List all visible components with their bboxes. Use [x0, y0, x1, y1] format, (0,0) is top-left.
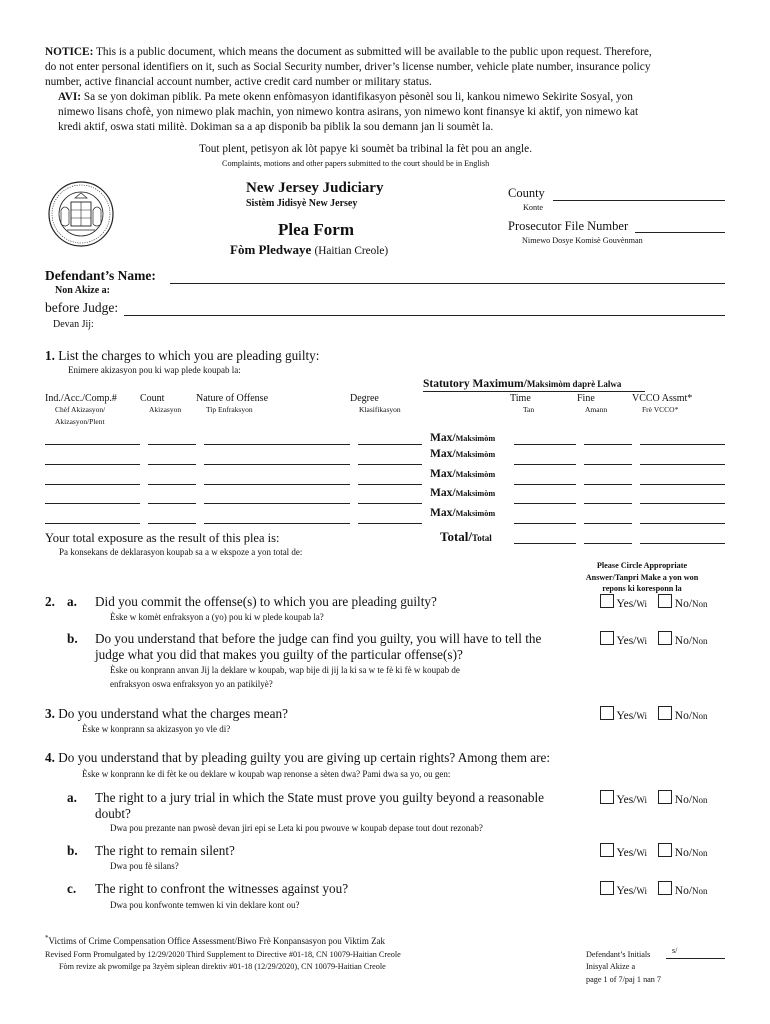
circle-instructions — [575, 560, 709, 595]
ind-field[interactable] — [45, 523, 140, 524]
max-label — [430, 432, 495, 444]
notice-line-3: number, active financial account number, active credit card number or military status. — [45, 76, 432, 88]
q4a-letter: a. — [67, 790, 77, 805]
col-time-header-ht: Tan — [523, 405, 535, 414]
form-title-ht: Fòm Pledwaye — [230, 242, 312, 257]
col-ind-header-ht-1: Chèf Akizasyon/ — [55, 405, 106, 414]
q2-number: 2. — [45, 594, 55, 609]
fine-field[interactable] — [584, 503, 632, 504]
q4b-no-checkbox[interactable] — [658, 843, 672, 857]
yes-label-en: Yes/ — [616, 635, 637, 647]
victims-footnote — [45, 934, 385, 946]
total-vcco-field[interactable] — [640, 543, 725, 544]
q2b-no-checkbox[interactable] — [658, 631, 672, 645]
q4-text-ht: Èske w konprann ke di fèt ke ou deklare w koupab wap renonse a sèten dwa? Pami dwa sa yo, ou gen: — [82, 769, 451, 779]
yes-label-en: Yes/ — [616, 710, 637, 722]
no-label — [675, 885, 708, 897]
avi-lead: AVI: — [58, 91, 82, 103]
form-title: Plea Form — [278, 220, 354, 239]
count-field[interactable] — [148, 484, 196, 485]
circle-instructions-2: Answer/Tanpri Make a yon won — [585, 572, 699, 582]
q2a-answer — [600, 594, 708, 610]
no-label — [675, 635, 708, 647]
total-time-field[interactable] — [514, 543, 576, 544]
q2b-text-1: Do you understand that before the judge can find you guilty, you will have to tell the — [95, 631, 542, 646]
avi-line-1 — [58, 91, 633, 103]
form-title-lang: (Haitian Creole) — [314, 245, 389, 257]
prosecutor-label-ht: Nimewo Dosye Komisè Gouvènman — [522, 236, 643, 245]
notice-line-2: do not enter personal identifiers on it, such as Social Security number, driver’s license number, vehicle plate number, insurance policy — [45, 61, 651, 73]
max-label-ht: Maksimòm — [455, 434, 496, 443]
q3-yes-checkbox[interactable] — [600, 706, 614, 720]
max-label — [430, 468, 495, 480]
revised-form-text: Revised Form Promulgated by 12/29/2020 Third Supplement to Directive #01-18, CN 10079-Haitian Creole — [45, 950, 401, 959]
yes-label-ht: Wi — [636, 848, 648, 858]
q4-text: Do you understand that by pleading guilty you are giving up certain rights? Among them are: — [58, 750, 551, 765]
q4b-answer — [600, 843, 708, 859]
county-label-ht: Konte — [523, 203, 544, 212]
notice-line-1 — [45, 46, 652, 58]
q4a-no-checkbox[interactable] — [658, 790, 672, 804]
no-label-ht: Non — [692, 711, 708, 721]
col-nature-header: Nature of Offense — [196, 393, 269, 404]
ind-field[interactable] — [45, 444, 140, 445]
ind-field[interactable] — [45, 464, 140, 465]
q4a-yes-checkbox[interactable] — [600, 790, 614, 804]
count-field[interactable] — [148, 464, 196, 465]
q2a-text: Did you commit the offense(s) to which you are pleading guilty? — [95, 594, 437, 609]
yes-label-en: Yes/ — [616, 847, 637, 859]
yes-label — [616, 598, 647, 610]
nature-field[interactable] — [204, 444, 350, 445]
vcco-field[interactable] — [640, 523, 725, 524]
col-degree-header-ht: Klasifikasyon — [359, 405, 401, 414]
q3-text-ht: Èske w konprann sa akizasyon yo vle di? — [82, 724, 231, 734]
yes-label-ht: Wi — [636, 711, 648, 721]
no-label — [675, 710, 708, 722]
col-count-header-ht: Akizasyon — [149, 405, 182, 414]
defendant-name-label-ht: Non Akize a: — [55, 285, 110, 296]
statutory-max-underline — [423, 391, 645, 392]
degree-field[interactable] — [358, 464, 422, 465]
q4b-letter: b. — [67, 843, 78, 858]
prosecutor-label: Prosecutor File Number — [508, 219, 629, 233]
total-fine-field[interactable] — [584, 543, 632, 544]
circle-instructions-1: Please Circle Appropriate — [596, 561, 688, 570]
nature-field[interactable] — [204, 464, 350, 465]
q4b-yes-checkbox[interactable] — [600, 843, 614, 857]
avi-text-1: Sa se yon dokiman piblik. Pa mete okenn enfòmasyon idantifikasyon pèsonèl sou li, kankou nimewo Sekirite Sosyal, yon — [83, 91, 633, 103]
no-label-en: No/ — [674, 635, 693, 647]
q3-text: Do you understand what the charges mean? — [58, 706, 288, 721]
degree-field[interactable] — [358, 484, 422, 485]
initials-field[interactable] — [666, 958, 725, 959]
q2b-answer — [600, 631, 708, 647]
degree-field[interactable] — [358, 503, 422, 504]
total-label-en: Total/ — [440, 529, 473, 544]
q1-number: 1. — [45, 348, 55, 363]
q4c-yes-checkbox[interactable] — [600, 881, 614, 895]
q4b-text-ht: Dwa pou fè silans? — [110, 861, 179, 871]
count-field[interactable] — [148, 503, 196, 504]
notice-lead: NOTICE: — [45, 46, 94, 58]
ind-field[interactable] — [45, 503, 140, 504]
victims-footnote-text: Victims of Crime Compensation Office Assessment/Biwo Frè Konpansasyon pou Viktim Zak — [48, 936, 386, 946]
yes-label-ht: Wi — [636, 886, 648, 896]
yes-label-en: Yes/ — [616, 598, 637, 610]
degree-field[interactable] — [358, 444, 422, 445]
tout-plent-text: Tout plent, petisyon ak lòt papye ki soumèt ba tribinal la fèt pou an angle. — [199, 143, 533, 155]
avi-line-3: kredi aktif, oswa stati militè. Dokiman sa a ap disponib ba piblik la sou demann jan li soumèt la. — [58, 121, 494, 133]
q2b-text-2: judge what you did that makes you guilty of the particular offense(s)? — [95, 647, 463, 662]
q4a-text-ht: Dwa pou prezante nan pwosè devan jiri epi se Leta ki pou pwouve w koupab depase tout dout rezonab? — [110, 823, 483, 833]
vcco-field[interactable] — [640, 484, 725, 485]
initials-value[interactable]: s/ — [672, 946, 678, 955]
degree-field[interactable] — [358, 523, 422, 524]
q4-number: 4. — [45, 750, 55, 765]
col-ind-header-ht-2: Akizasyon/Plent — [55, 417, 105, 426]
county-field[interactable] — [553, 200, 725, 201]
time-field[interactable] — [514, 503, 576, 504]
count-field[interactable] — [148, 523, 196, 524]
max-label-en: Max/ — [430, 468, 456, 480]
revised-form-text-ht: Fòm revize ak pwomilge pa 3zyèm siplean direktiv #01-18 (12/29/2020), CN 10079-Haitian Creole — [59, 962, 386, 971]
no-label-ht: Non — [692, 886, 708, 896]
count-field[interactable] — [148, 444, 196, 445]
max-label-en: Max/ — [430, 432, 456, 444]
complaints-english-note: Complaints, motions and other papers submitted to the court should be in English — [222, 159, 490, 168]
q4a-text-1: The right to a jury trial in which the State must prove you guilty beyond a reasonable — [95, 790, 544, 805]
defendant-name-field[interactable] — [170, 283, 725, 284]
no-label-en: No/ — [674, 847, 693, 859]
q4c-answer — [600, 881, 708, 897]
yes-label — [616, 710, 647, 722]
col-fine-header: Fine — [577, 393, 595, 404]
q4c-text-ht: Dwa pou konfwonte temwen ki vin deklare kont ou? — [110, 900, 300, 910]
max-label-en: Max/ — [430, 448, 456, 460]
no-label-ht: Non — [692, 599, 708, 609]
yes-label-ht: Wi — [636, 636, 648, 646]
statutory-max-label: Statutory Maximum/ — [423, 378, 527, 390]
ind-field[interactable] — [45, 484, 140, 485]
form-title-ht-line — [230, 242, 388, 258]
q1-text-ht: Enimere akizasyon pou ki wap plede koupab la: — [68, 365, 241, 375]
no-label-en: No/ — [674, 598, 693, 610]
footnote-star: * — [45, 934, 49, 942]
vcco-field[interactable] — [640, 464, 725, 465]
fine-field[interactable] — [584, 484, 632, 485]
time-field[interactable] — [514, 484, 576, 485]
q4a-text-2: doubt? — [95, 806, 131, 821]
exposure-text: Your total exposure as the result of this plea is: — [45, 531, 280, 545]
q2a-yes-checkbox[interactable] — [600, 594, 614, 608]
col-count-header: Count — [140, 393, 165, 404]
statutory-max-label-ht: Maksimòm daprè Lalwa — [526, 379, 622, 389]
statutory-max-header — [423, 378, 621, 390]
yes-label — [616, 794, 647, 806]
yes-label-ht: Wi — [636, 795, 648, 805]
prosecutor-file-field[interactable] — [635, 232, 725, 233]
q2a-letter: a. — [67, 594, 77, 609]
max-label — [430, 487, 495, 499]
max-label — [430, 448, 495, 460]
initials-label: Defendant’s Initials — [586, 950, 651, 959]
no-label-ht: Non — [692, 636, 708, 646]
judiciary-title-ht: Sistèm Jidisyè New Jersey — [246, 198, 358, 209]
defendant-name-label: Defendant’s Name: — [45, 268, 156, 283]
no-label-ht: Non — [692, 848, 708, 858]
q4b-text: The right to remain silent? — [95, 843, 235, 858]
q2b-yes-checkbox[interactable] — [600, 631, 614, 645]
initials-label-ht: Inisyal Akize a — [586, 962, 636, 971]
max-label-ht: Maksimòm — [455, 470, 496, 479]
q3-line — [45, 706, 288, 722]
no-label — [675, 794, 708, 806]
col-time-header: Time — [510, 393, 531, 404]
col-nature-header-ht: Tip Enfraksyon — [206, 405, 253, 414]
vcco-field[interactable] — [640, 444, 725, 445]
q3-answer — [600, 706, 708, 722]
circle-instructions-3: repons ki koresponn la — [602, 584, 682, 593]
judge-label-ht: Devan Jij: — [53, 319, 94, 330]
yes-label-en: Yes/ — [616, 885, 637, 897]
nature-field[interactable] — [204, 484, 350, 485]
time-field[interactable] — [514, 464, 576, 465]
nature-field[interactable] — [204, 503, 350, 504]
no-label-ht: Non — [692, 795, 708, 805]
no-label-en: No/ — [674, 885, 693, 897]
county-label: County — [508, 186, 545, 200]
q1-text: List the charges to which you are pleading guilty: — [58, 348, 320, 363]
page-number: page 1 of 7/paj 1 nan 7 — [586, 975, 662, 984]
col-degree-header: Degree — [350, 393, 379, 404]
judge-label: before Judge: — [45, 300, 119, 315]
q3-number: 3. — [45, 706, 55, 721]
no-label — [675, 598, 708, 610]
q2b-text-ht-1: Èske ou konprann anvan Jij la deklare w koupab, wap bije di jij la ki sa w te fè ki fè w koupab de — [110, 665, 460, 675]
yes-label — [616, 847, 647, 859]
yes-label — [616, 885, 647, 897]
no-label-en: No/ — [674, 710, 693, 722]
time-field[interactable] — [514, 444, 576, 445]
col-ind-header: Ind./Acc./Comp.# — [45, 393, 117, 404]
yes-label-en: Yes/ — [616, 794, 637, 806]
judiciary-title: New Jersey Judiciary — [246, 180, 384, 196]
avi-line-2: nimewo lisans chofè, yon nimewo plak machin, yon nimewo kontra asirans, yon nimewo kont finansye ki aktif, yon nimewo kat — [58, 106, 639, 118]
max-label-en: Max/ — [430, 507, 456, 519]
nature-field[interactable] — [204, 523, 350, 524]
total-label-ht: Total — [472, 533, 492, 543]
q4c-no-checkbox[interactable] — [658, 881, 672, 895]
col-vcco-header-ht: Frè VCCO* — [642, 405, 679, 414]
q1-line — [45, 348, 319, 364]
q2b-letter: b. — [67, 631, 78, 646]
fine-field[interactable] — [584, 444, 632, 445]
max-label-en: Max/ — [430, 487, 456, 499]
q4-line — [45, 750, 550, 766]
q4c-text: The right to confront the witnesses against you? — [95, 881, 349, 896]
total-label — [440, 529, 492, 545]
col-fine-header-ht: Amann — [585, 405, 608, 414]
yes-label — [616, 635, 647, 647]
q4a-answer — [600, 790, 708, 806]
q2a-no-checkbox[interactable] — [658, 594, 672, 608]
exposure-text-ht: Pa konsekans de deklarasyon koupab sa a w ekspoze a yon total de: — [59, 547, 303, 557]
time-field[interactable] — [514, 523, 576, 524]
max-label-ht: Maksimòm — [455, 509, 496, 518]
col-vcco-header: VCCO Assmt* — [632, 393, 693, 404]
q2b-text-ht-2: enfraksyon oswa enfraksyon yo an patikilyè? — [110, 679, 273, 689]
notice-text-1: This is a public document, which means the document as submitted will be available to the public upon request. Therefore, — [95, 46, 652, 58]
fine-field[interactable] — [584, 523, 632, 524]
q3-no-checkbox[interactable] — [658, 706, 672, 720]
max-label-ht: Maksimòm — [455, 450, 496, 459]
yes-label-ht: Wi — [636, 599, 648, 609]
q4c-letter: c. — [67, 881, 77, 896]
fine-field[interactable] — [584, 464, 632, 465]
no-label — [675, 847, 708, 859]
no-label-en: No/ — [674, 794, 693, 806]
max-label-ht: Maksimòm — [455, 489, 496, 498]
vcco-field[interactable] — [640, 503, 725, 504]
judge-field[interactable] — [124, 315, 725, 316]
q2a-text-ht: Èske w komèt enfraksyon a (yo) pou ki w plede koupab la? — [110, 612, 324, 622]
max-label — [430, 507, 495, 519]
nj-judiciary-seal-icon — [47, 180, 115, 248]
